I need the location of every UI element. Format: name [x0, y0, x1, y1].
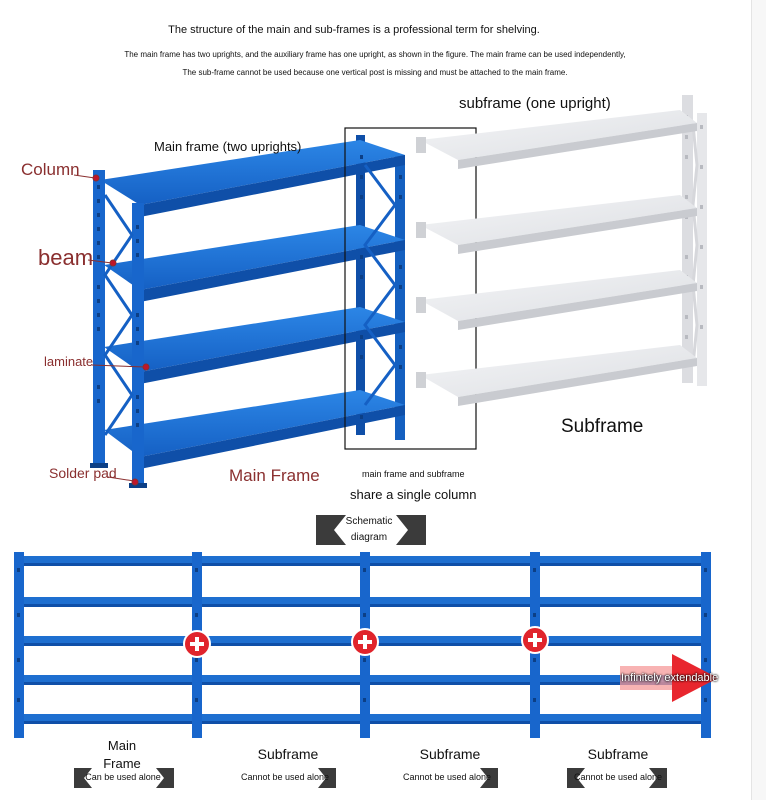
shared-column-note-small: main frame and subframe: [362, 469, 465, 479]
bottom-note-1: Can be used alone: [85, 772, 161, 782]
main-frame-label: Main Frame: [229, 466, 320, 485]
bottom-title-2: Subframe: [257, 746, 319, 762]
main-frame-caption: Main frame (two uprights): [154, 139, 302, 154]
bottom-note-2: Cannot be used alone: [240, 772, 330, 782]
plus-icon: [184, 631, 210, 657]
plus-icon: [352, 629, 378, 655]
subframe-rack: [416, 95, 707, 406]
page-edge-strip: [751, 0, 766, 800]
shelf-illustration: [0, 85, 750, 515]
laminate-label: laminate: [44, 354, 94, 369]
bottom-title-3: Subframe: [419, 746, 481, 762]
bottom-note-4: Cannot be used alone: [573, 772, 663, 782]
main-frame-rack: [90, 135, 405, 488]
solder-pad-label: Solder pad: [49, 465, 117, 481]
bottom-title-1b: Frame: [103, 756, 141, 771]
schematic-label-1: Schematic: [345, 516, 393, 527]
intro-line-1: The main frame has two uprights, and the auxiliary frame has one upright, as shown in the figure. The main frame can be used independently,: [124, 50, 626, 59]
bottom-title-4: Subframe: [587, 746, 649, 762]
bottom-title-1a: Main: [107, 738, 137, 753]
plus-icon: [522, 627, 548, 653]
extend-label: Infinitely extendable: [621, 672, 719, 684]
column-label: Column: [21, 160, 80, 179]
subframe-label: Subframe: [561, 416, 644, 437]
intro-title: The structure of the main and sub-frames is a professional term for shelving.: [168, 24, 540, 36]
shared-column-note: share a single column: [350, 487, 477, 502]
intro-line-2: The sub-frame cannot be used because one vertical post is missing and must be attached to the main frame.: [182, 68, 568, 77]
subframe-caption: subframe (one upright): [459, 95, 611, 112]
bottom-note-3: Cannot be used alone: [402, 772, 492, 782]
extended-shelf-row: [0, 548, 750, 740]
schematic-label-2: diagram: [350, 532, 388, 543]
beam-label: beam: [38, 245, 94, 270]
